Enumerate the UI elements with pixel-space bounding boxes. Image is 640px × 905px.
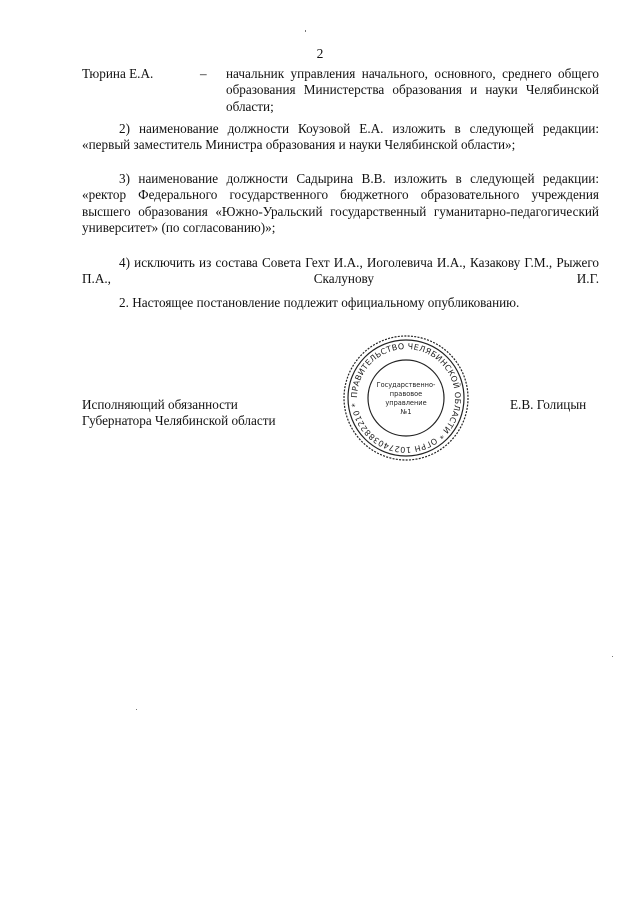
seal-center-line-4: №1 [400, 408, 412, 416]
signatory-title [82, 397, 276, 430]
scan-speck [136, 709, 137, 710]
item-3: 3) наименование должности Садырина В.В. изложить в следующей редакции: «ректор Федерального государственного бюджетного образовательного учреждения высшего образования «Южно-Уральский государственный гуманитарно-педагогический университет» (по согласованию)»; [82, 171, 599, 235]
entry-position: начальник управления начального, основного, среднего общего образования Министерства образования и науки Челябинской области; [226, 66, 599, 114]
page-number: 2 [316, 46, 324, 61]
item-4: 4) исключить из состава Совета Гехт И.А., Иоголевича И.А., Казакову Г.М., Рыжего П.А., Скалунову И.Г. [82, 255, 599, 287]
entry-name: Тюрина Е.А. [82, 66, 154, 81]
seal-outer-ring [344, 336, 468, 460]
seal-center-line-1: Государственно- [376, 381, 436, 389]
signatory-title-line-2: Губернатора Челябинской области [82, 413, 276, 429]
entry-dash: – [200, 66, 207, 81]
item-2: 2) наименование должности Коузовой Е.А. изложить в следующей редакции: «первый заместитель Министра образования и науки Челябинской области»; [82, 121, 599, 153]
scan-speck [305, 30, 306, 32]
scan-speck [612, 656, 613, 657]
seal-inner-ring [368, 360, 444, 436]
seal-ring [348, 340, 464, 456]
seal-center-line-2: правовое [389, 390, 423, 398]
publication-clause: 2. Настоящее постановление подлежит официальному опубликованию. [119, 295, 520, 310]
seal-graphic [340, 332, 472, 464]
signatory-title-line-1: Исполняющий обязанности [82, 397, 238, 412]
seal-ring-path-text: ПРАВИТЕЛЬСТВО ЧЕЛЯБИНСКОЙ ОБЛАСТИ * ОГРН 1027403882210 * [349, 341, 463, 455]
seal-center-line-3: управление [385, 399, 427, 407]
official-seal [340, 332, 472, 464]
signatory-name: Е.В. Голицын [510, 397, 587, 412]
